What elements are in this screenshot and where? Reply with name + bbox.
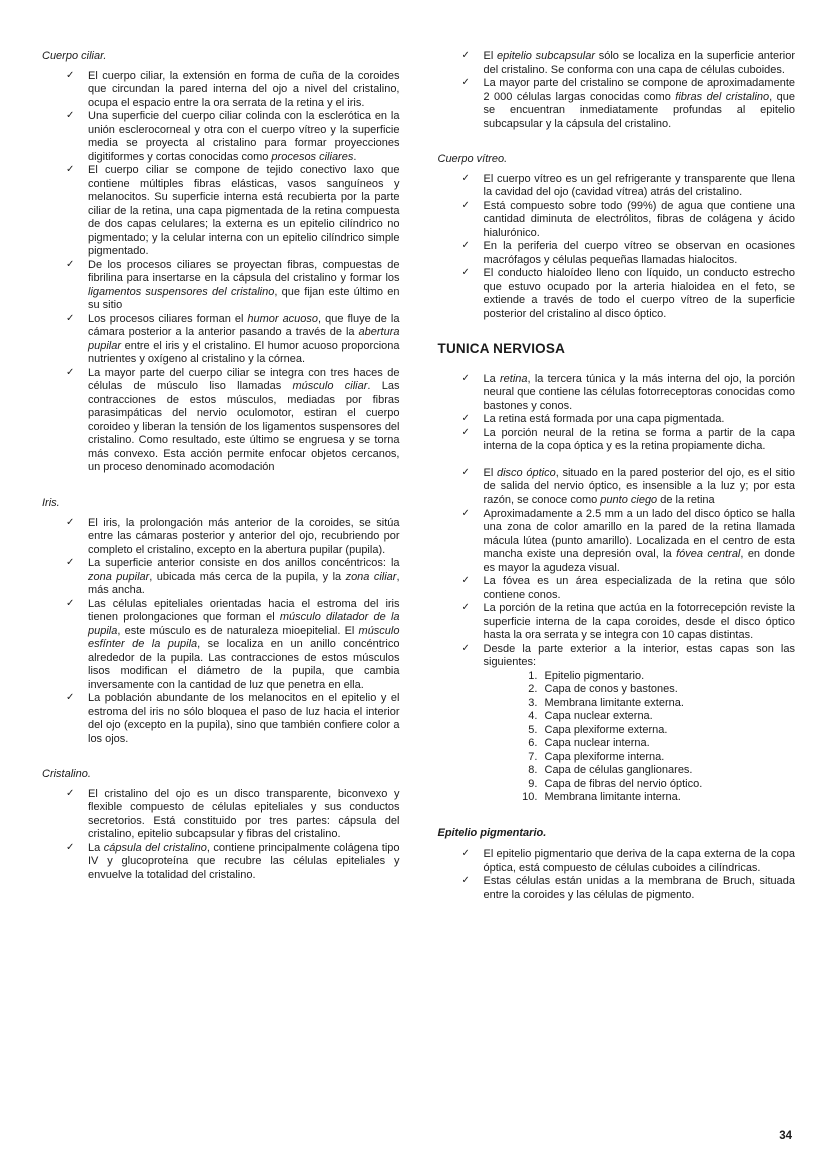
list-item	[42, 842, 400, 883]
list-item	[438, 77, 796, 131]
bullet-list	[42, 788, 400, 883]
list-item	[42, 110, 400, 164]
emphasized-term: fibras del cristalino	[675, 90, 770, 103]
numbered-list-item: 2. Capa de conos y bastones.	[541, 683, 796, 697]
list-item-text: Los procesos ciliares forman el humor acuoso, que fluye de la cámara posterior a la anterior pasando a través de la abertura pupilar entre el iris y el cristalino. El humor acuoso proporciona nutrientes y oxígeno al cristalino y la córnea.	[88, 312, 400, 366]
checkmark-icon: ✓	[66, 110, 75, 122]
list-item-text: El disco óptico, situado en la pared posterior del ojo, es el sitio de salida del nervio óptico, es insensible a la luz y; por esta razón, se conoce como punto ciego de la retina	[483, 466, 795, 506]
numbered-list-item: 7. Capa plexiforme interna.	[541, 751, 796, 765]
checkmark-icon: ✓	[66, 258, 75, 270]
numbered-list-item: 6. Capa nuclear interna.	[541, 737, 796, 751]
list-item	[438, 875, 796, 902]
checkmark-icon: ✓	[461, 372, 470, 384]
list-item	[438, 427, 796, 454]
list-item-text: La retina, la tercera túnica y la más interna del ojo, la porción neural que contiene las células fotorreceptoras conocidas como bastones y conos.	[483, 372, 795, 412]
list-item-text: El epitelio subcapsular sólo se localiza en la superficie anterior del cristalino. Se conforma con una capa de células cuboides.	[483, 50, 795, 76]
list-item-text: El cristalino del ojo es un disco transparente, biconvexo y flexible compuesto de células epiteliales y sus conductos secretorios. Está constituido por tres partes: cápsula del cristalino, epitelio subcapsular y fibras del cristalino.	[88, 787, 400, 841]
list-item	[438, 373, 796, 414]
list-item-text: El conducto hialoídeo lleno con líquido, un conducto estrecho que estuvo ocupado por la arteria hialoidea en el feto, se extiende a través de todo el cuerpo vítreo de la superficie posterior del cristalino al disco óptico.	[483, 267, 795, 320]
column-left	[42, 50, 400, 1171]
checkmark-icon: ✓	[461, 50, 470, 61]
checkmark-icon: ✓	[461, 507, 470, 519]
section-heading: Cristalino.	[42, 768, 91, 781]
list-item	[438, 267, 796, 321]
list-item	[438, 240, 796, 267]
list-item	[42, 70, 400, 111]
section-heading: Cuerpo vítreo.	[437, 153, 508, 166]
emphasized-term: humor acuoso	[247, 312, 319, 325]
list-item-text: El cuerpo ciliar se compone de tejido conectivo laxo que contiene múltiples fibras elásticas, vasos sanguíneos y melanocitos. Su superficie interna está recubierta por la parte ciliar de la retina, una capa pigmentada de la retina compuesta de dos capas celulares; la externa es un epitelio cilíndrico no pigmentado; y la celular interna con un epitelio cilíndrico simple pigmentado.	[88, 164, 400, 258]
list-item	[438, 602, 796, 643]
list-item	[42, 164, 400, 259]
list-item-text: La mayor parte del cristalino se compone de aproximadamente 2 000 células largas conocidas como fibras del cristalino, que se encuentran inmediatamente profundas al epitelio subcapsular y la cápsula del cristalino.	[483, 77, 795, 130]
list-item	[42, 367, 400, 475]
numbered-list-item: 8. Capa de células ganglionares.	[541, 764, 796, 778]
bullet-list	[438, 373, 796, 454]
section-heading: Epitelio pigmentario.	[437, 826, 547, 839]
checkmark-icon: ✓	[461, 199, 470, 211]
emphasized-term: punto ciego	[600, 494, 658, 506]
list-item-text: La retina está formada por una capa pigmentada.	[483, 413, 725, 426]
list-item-text: La porción de la retina que actúa en la fotorrecepción reviste la superficie interna de la capa coroides, desde el disco óptico hasta la ora serrata y se integra con 10 capas distintas.	[483, 602, 795, 642]
list-item-text: La porción neural de la retina se forma a partir de la capa interna de la copa óptica y es la retina propiamente dicha.	[483, 426, 795, 453]
checkmark-icon: ✓	[461, 875, 470, 887]
numbered-list	[484, 670, 796, 805]
checkmark-icon: ✓	[461, 602, 470, 614]
checkmark-icon: ✓	[461, 240, 470, 252]
list-item-text: Aproximadamente a 2.5 mm a un lado del disco óptico se halla una zona de color amarillo en la pared de la retina llamada mácula lútea (punto amarillo). Localizada en el centro de esta mancha existe una depresión oval, la fóvea central, en donde es mayor la agudeza visual.	[483, 507, 796, 574]
section-heading: Cuerpo ciliar.	[42, 50, 107, 62]
list-item-text: Una superficie del cuerpo ciliar colinda con la esclerótica en la unión esclerocorneal y otra con el cuerpo vítreo y la superficie media se proyecta al cristalino para formar proyecciones digitiformes y cortas conocidas como procesos ciliares.	[88, 110, 400, 163]
list-item-text: La superficie anterior consiste en dos anillos concéntricos: la zona pupilar, ubicada más cerca de la pupila, y la zona ciliar, más ancha.	[88, 557, 400, 597]
list-item	[42, 259, 400, 313]
list-item-text: La fóvea es un área especializada de la retina que sólo contiene conos.	[483, 575, 795, 601]
list-item-text: En la periferia del cuerpo vítreo se observan en ocasiones macrófagos y células pequeñas llamadas hialocitos.	[483, 240, 795, 266]
list-item-text: El iris, la prolongación más anterior de la coroides, se sitúa entre las cámaras posterior y anterior del ojo, recubriendo por completo el cristalino, excepto en la abertura pupilar (pupila).	[88, 516, 400, 556]
list-item	[438, 643, 796, 805]
list-item-text: Está compuesto sobre todo (99%) de agua que contiene una cantidad diminuta de electrólitos, fibras de colágena y ácido hialurónico.	[483, 199, 795, 239]
list-item-text: La población abundante de los melanocitos en el epitelio y el estroma del iris no sólo bloquea el paso de luz hacia el interior del ojo (excepto en la pupila), sino que también confiere color a los ojos.	[88, 692, 400, 745]
bullet-list	[42, 517, 400, 747]
emphasized-term: ligamentos suspensores del cristalino	[88, 285, 275, 298]
emphasized-term: zona pupilar	[88, 570, 150, 583]
list-item	[42, 598, 400, 693]
checkmark-icon: ✓	[461, 172, 470, 184]
checkmark-icon: ✓	[66, 597, 75, 609]
list-item	[438, 467, 796, 508]
checkmark-icon: ✓	[461, 848, 470, 860]
list-item	[42, 517, 400, 558]
list-item-text: La cápsula del cristalino, contiene principalmente colágena tipo IV y glucoproteína que recubre las células epiteliales y envuelve la totalidad del cristalino.	[88, 841, 400, 881]
bullet-list	[42, 70, 400, 475]
list-item	[438, 50, 796, 77]
list-item	[42, 788, 400, 842]
emphasized-term: abertura pupilar	[88, 326, 400, 352]
list-item-text: El epitelio pigmentario que deriva de la capa externa de la copa óptica, está compuesto de células cuboides a cilíndricas.	[483, 848, 795, 874]
emphasized-term: disco óptico	[496, 466, 556, 479]
checkmark-icon: ✓	[461, 267, 470, 279]
list-item	[42, 692, 400, 746]
numbered-list-item: 5. Capa plexiforme externa.	[541, 724, 796, 738]
emphasized-term: músculo dilatador de la pupila	[88, 611, 400, 637]
list-item	[438, 575, 796, 602]
checkmark-icon: ✓	[66, 516, 75, 528]
emphasized-term: fóvea central	[676, 548, 741, 561]
numbered-list-item: 9. Capa de fibras del nervio óptico.	[541, 778, 796, 792]
checkmark-icon: ✓	[461, 426, 470, 438]
section-heading: TUNICA NERVIOSA	[437, 341, 566, 357]
numbered-list-item: 10. Membrana limitante interna.	[541, 791, 796, 805]
bullet-list	[438, 50, 796, 131]
checkmark-icon: ✓	[461, 413, 470, 425]
checkmark-icon: ✓	[66, 841, 75, 853]
list-item-text: La mayor parte del cuerpo ciliar se integra con tres haces de células de músculo liso llamadas músculo ciliar. Las contracciones de estos músculos, mediadas por fibras parasimpáticas del nervio oculomotor, estiran el cuerpo coroideo y liberan la tensión de los ligamentos suspensores del cristalino. Como resultado, este último se engruesa y se torna más convexo. Esta acción permite enfocar objetos cercanos, un proceso denominado acomodación	[88, 366, 400, 474]
list-item-text: De los procesos ciliares se proyectan fibras, compuestas de fibrilina para insertarse en la cápsula del cristalino y formar los ligamentos suspensores del cristalino, que fijan este último en su sitio	[88, 258, 400, 312]
checkmark-icon: ✓	[461, 575, 470, 587]
list-item	[42, 557, 400, 598]
numbered-list-item: 4. Capa nuclear externa.	[541, 710, 796, 724]
checkmark-icon: ✓	[66, 557, 75, 569]
list-item	[438, 200, 796, 241]
list-item-text: El cuerpo ciliar, la extensión en forma de cuña de la coroides que circundan la pared interna del ojo a nivel del cristalino, ocupa el espacio entre la ora serrata de la retina y el iris.	[88, 69, 400, 109]
bullet-list	[438, 848, 796, 902]
list-item-text: Desde la parte exterior a la interior, estas capas son las siguientes:	[483, 642, 795, 669]
emphasized-term: epitelio subcapsular	[497, 50, 595, 62]
section-heading: Iris.	[42, 496, 60, 509]
list-item-text: Las células epiteliales orientadas hacia el estroma del iris tienen prolongaciones que forman el músculo dilatador de la pupila, este músculo es de naturaleza mioepitelial. El músculo esfínter de la pupila, se localiza en un anillo concéntrico alrededor de la pupila. Las contracciones de estos músculos lisos modifican el diámetro de la pupila, que cambia inversamente con la cantidad de luz que penetra en ella.	[88, 597, 400, 691]
checkmark-icon: ✓	[66, 69, 75, 81]
list-item-text: El cuerpo vítreo es un gel refrigerante y transparente que llena la cavidad del ojo (cavidad vítrea) atrás del cristalino.	[483, 172, 795, 199]
checkmark-icon: ✓	[461, 642, 470, 654]
page-number: 34	[779, 1129, 792, 1142]
emphasized-term: músculo ciliar	[292, 380, 368, 393]
bullet-list	[438, 467, 796, 805]
bullet-list	[438, 173, 796, 322]
emphasized-term: retina	[499, 372, 528, 385]
checkmark-icon: ✓	[66, 164, 75, 176]
numbered-list-item: 1. Epitelio pigmentario.	[541, 670, 796, 684]
emphasized-term: músculo esfínter de la pupila	[88, 624, 400, 651]
list-item	[42, 313, 400, 367]
checkmark-icon: ✓	[66, 366, 75, 378]
checkmark-icon: ✓	[66, 787, 75, 799]
column-right	[438, 50, 796, 1171]
checkmark-icon: ✓	[461, 466, 470, 478]
emphasized-term: zona ciliar	[345, 570, 397, 583]
emphasized-term: cápsula del cristalino	[103, 841, 207, 854]
list-item	[438, 173, 796, 200]
checkmark-icon: ✓	[66, 312, 75, 324]
list-item	[438, 508, 796, 576]
list-item-text: Estas células están unidas a la membrana de Bruch, situada entre la coroides y las células de pigmento.	[483, 875, 795, 901]
checkmark-icon: ✓	[461, 77, 470, 89]
numbered-list-item: 3. Membrana limitante externa.	[541, 697, 796, 711]
list-item	[438, 848, 796, 875]
checkmark-icon: ✓	[66, 692, 75, 704]
emphasized-term: procesos ciliares	[271, 150, 354, 163]
list-item	[438, 413, 796, 427]
